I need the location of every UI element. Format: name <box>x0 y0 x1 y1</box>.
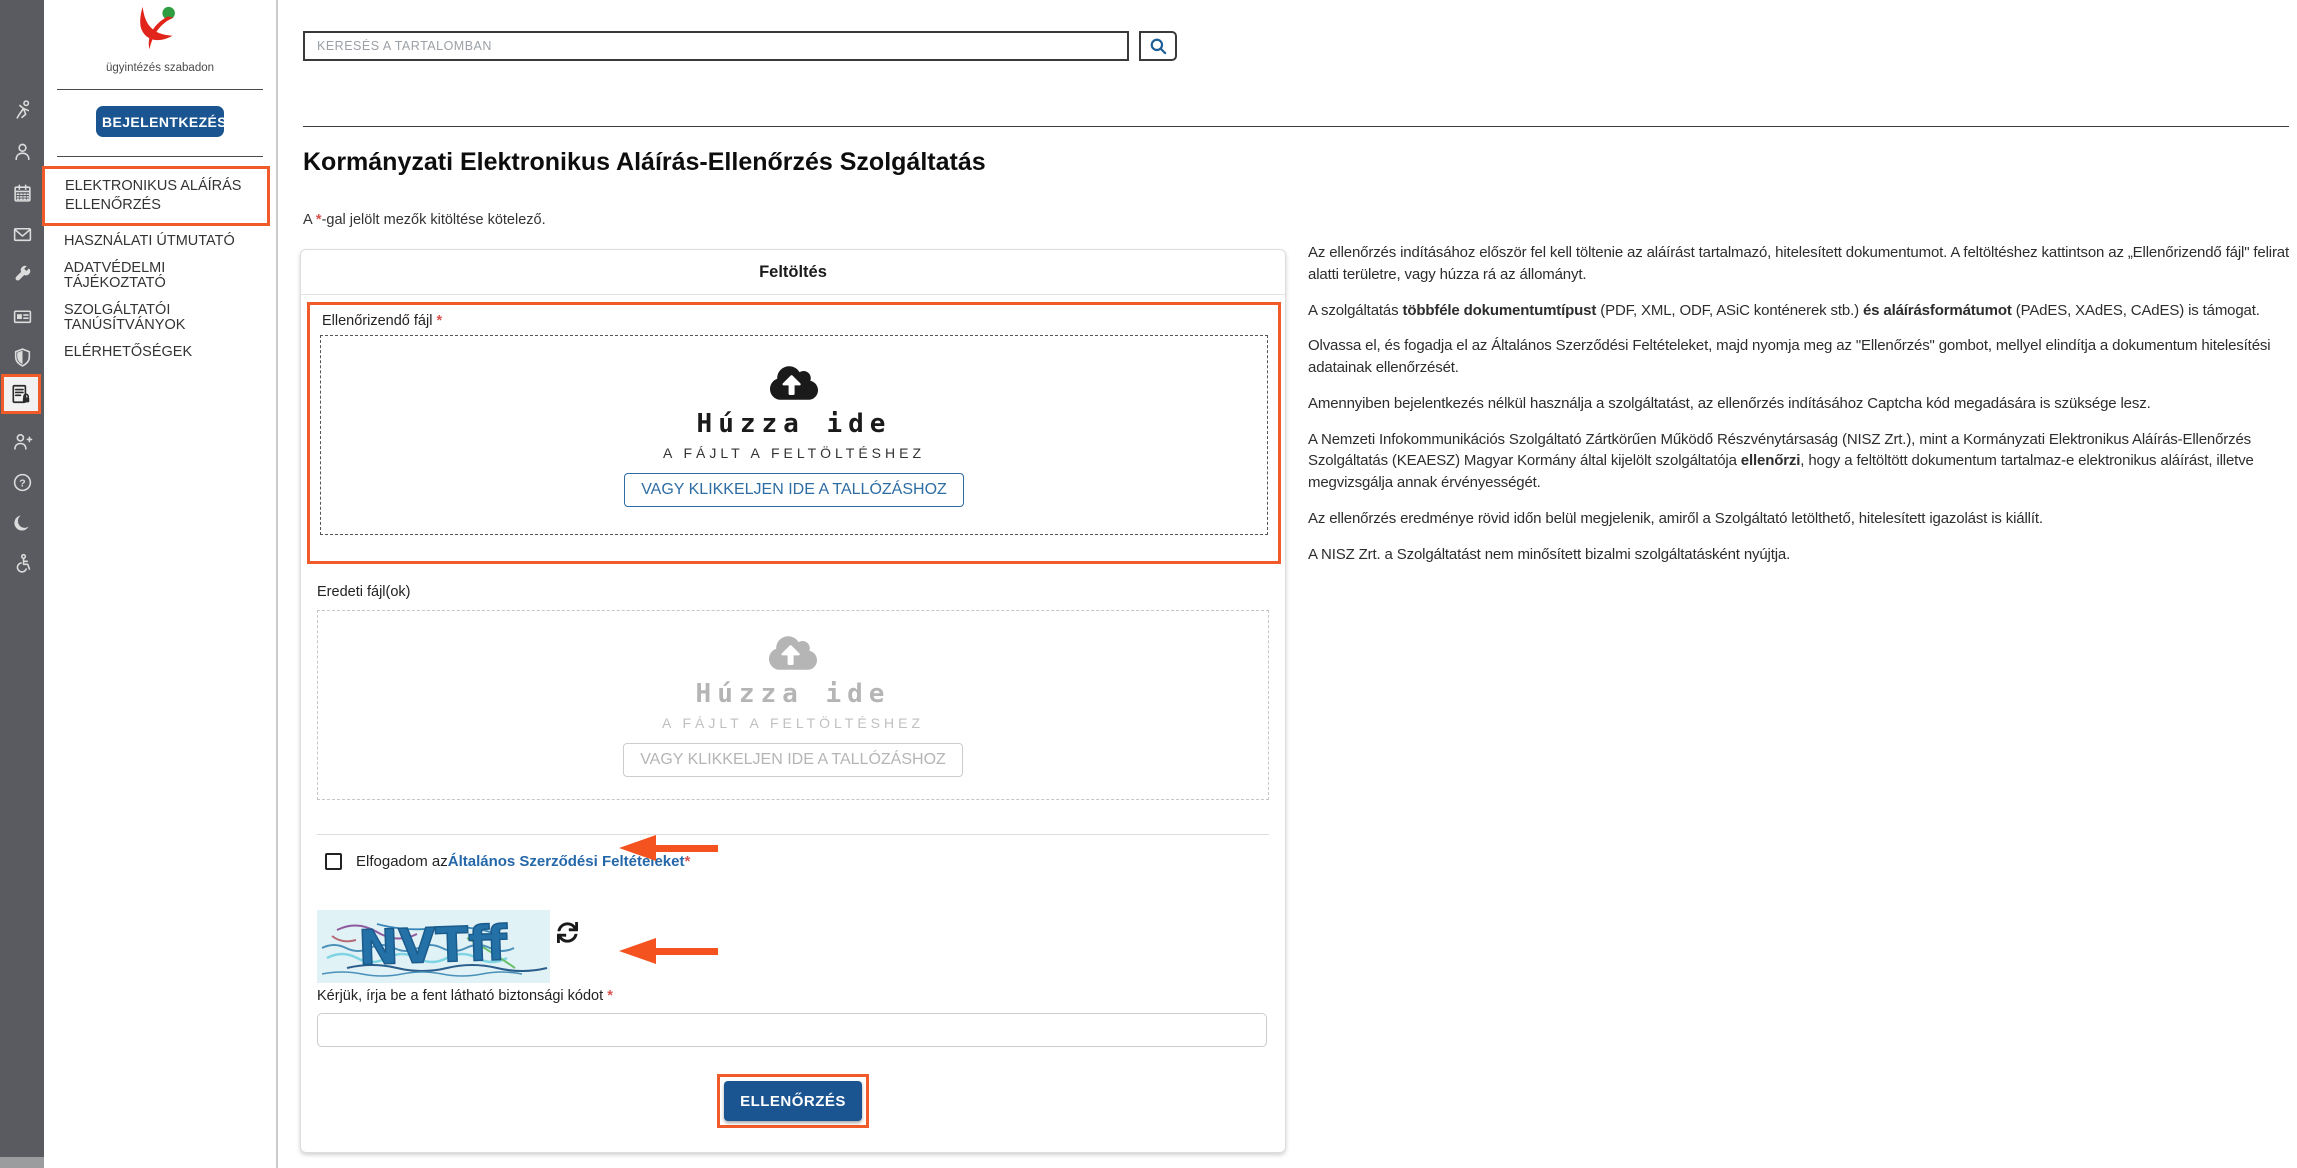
refresh-icon <box>557 922 578 943</box>
menu-item-elerhetosegek[interactable]: ELÉRHETŐSÉGEK <box>64 344 193 360</box>
cloud-upload-icon <box>769 633 817 673</box>
dropzone-title: Húzza ide <box>696 409 892 439</box>
info-paragraph: Olvassa el, és fogadja el az Általános Szerződési Feltételeket, majd nyomja meg az "Ellenőrzés" gombot, mellyel elindítja a dokumentum hitelesítési adatainak ellenőrzését. <box>1308 337 2271 376</box>
captcha-refresh-button[interactable] <box>557 922 578 943</box>
attention-arrow-terms <box>619 835 718 861</box>
sidebar-menu <box>44 166 276 366</box>
newspaper-icon[interactable] <box>0 304 44 328</box>
attention-arrow-captcha <box>619 938 718 964</box>
dropzone-title: Húzza ide <box>695 679 891 709</box>
divider <box>317 834 1269 835</box>
original-files-dropzone-disabled <box>317 610 1269 800</box>
login-button[interactable]: BEJELENTKEZÉS <box>96 106 224 137</box>
accessibility-icon[interactable] <box>0 551 44 575</box>
required-asterisk: * <box>607 988 613 1004</box>
upload-card <box>300 249 1286 1153</box>
info-paragraph: Amennyiben bejelentkezés nélkül használja a szolgáltatást, az ellenőrzés indításához Captcha kód megadására is szüksége lesz. <box>1308 394 2151 412</box>
calendar-icon[interactable] <box>0 181 44 205</box>
wrench-icon[interactable] <box>0 263 44 287</box>
dropzone-subtitle: A FÁJLT A FELTÖLTÉSHEZ <box>661 715 924 731</box>
cloud-upload-icon <box>770 363 818 403</box>
info-text <box>1308 242 2293 579</box>
divider <box>57 156 263 157</box>
search-input[interactable] <box>303 31 1129 61</box>
menu-item-szolgaltatoi-tanusitvanyok[interactable]: SZOLGÁLTATÓI TANÚSÍTVÁNYOK <box>64 302 186 333</box>
browse-button-original: VAGY KLIKKELJEN IDE A TALLÓZÁSHOZ <box>623 743 963 777</box>
original-files-label: Eredeti fájl(ok) <box>317 584 411 600</box>
info-paragraph: A szolgáltatás többféle dokumentumtípust (PDF, XML, ODF, ASiC konténerek stb.) és aláírásformátumot (PAdES, XAdES, CAdES) is támogat. <box>1308 301 2260 319</box>
page-title: Kormányzati Elektronikus Aláírás-Ellenőrzés Szolgáltatás <box>303 147 986 176</box>
highlight-box-primary-upload <box>307 302 1281 564</box>
menu-item-adatvedelmi-tajekoztato[interactable]: ADATVÉDELMI TÁJÉKOZTATÓ <box>64 260 166 291</box>
required-asterisk: * <box>315 212 322 228</box>
running-person-icon[interactable] <box>0 97 44 121</box>
menu-item-elektronikus-alairas-ellenorzes[interactable]: ELEKTRONIKUS ALÁÍRÁS ELLENŐRZÉS <box>42 166 270 226</box>
icon-sidebar <box>0 0 44 1168</box>
magyarorszag-logo <box>128 5 192 55</box>
terms-checkbox[interactable] <box>325 853 342 870</box>
required-fields-note: A *-gal jelölt mezők kitöltése kötelező. <box>303 212 546 228</box>
menu-item-hasznalati-utmutato[interactable]: HASZNÁLATI ÚTMUTATÓ <box>64 233 235 249</box>
logo-link[interactable] <box>44 5 276 74</box>
browse-button-primary[interactable]: VAGY KLIKKELJEN IDE A TALLÓZÁSHOZ <box>624 473 964 507</box>
required-asterisk: * <box>684 852 691 870</box>
search-button[interactable] <box>1139 31 1177 61</box>
info-paragraph: Az ellenőrzés indításához először fel kell töltenie az aláírást tartalmazó, hitelesített dokumentumot. A feltöltéshez kattintson az „Ellenőrizendő fájl" felirat alatti területre, vagy húzza rá az állományt. <box>1308 244 2290 283</box>
info-paragraph: A NISZ Zrt. a Szolgáltatást nem minősített bizalmi szolgáltatásként nyújtja. <box>1308 545 1791 563</box>
svg-text:?: ? <box>18 476 26 489</box>
iconbar-footer <box>0 1157 44 1168</box>
terms-label: Elfogadom az <box>356 852 448 870</box>
header-divider <box>303 126 2289 127</box>
main-content <box>278 0 2297 1168</box>
primary-upload-dropzone[interactable] <box>320 335 1268 535</box>
search-icon <box>1149 37 1168 56</box>
captcha-input-label: Kérjük, írja be a fent látható biztonsági kódot * <box>317 988 613 1004</box>
user-icon[interactable] <box>0 139 44 163</box>
card-title: Feltöltés <box>301 250 1285 295</box>
user-plus-icon[interactable] <box>0 429 44 453</box>
info-paragraph: A Nemzeti Infokommunikációs Szolgáltató Zártkörűen Működő Részvénytársaság (NISZ Zrt.), mint a Kormányzati Elektronikus Aláírás-Ellenőrzés Szolgáltatás (KEAESZ) Magyar Kormány által kijelölt szolgáltatója ellenőrzi, hogy a feltöltött dokumentum tartalmaz-e elektronikus aláírást, illetve megvizsgálja annak érvényességét. <box>1308 430 2254 491</box>
required-asterisk: * <box>436 313 443 329</box>
divider <box>57 89 263 90</box>
sidebar <box>44 0 278 1168</box>
shield-icon[interactable] <box>0 345 44 369</box>
captcha-image <box>317 910 550 983</box>
highlight-box-submit <box>717 1074 869 1128</box>
primary-upload-label: Ellenőrizendő fájl * <box>322 313 443 329</box>
terms-link[interactable]: Általános Szerződési Feltételeket <box>447 852 685 870</box>
captcha-code-text: NVTff <box>357 915 509 977</box>
captcha-input[interactable] <box>317 1013 1267 1047</box>
submit-button[interactable]: ELLENŐRZÉS <box>724 1081 862 1121</box>
moon-icon[interactable] <box>0 511 44 535</box>
logo-tagline: ügyintézés szabadon <box>105 62 215 74</box>
dropzone-subtitle: A FÁJLT A FELTÖLTÉSHEZ <box>662 445 925 461</box>
info-paragraph: Az ellenőrzés eredménye rövid időn belül megjelenik, amiről a Szolgáltató letölthető, hitelesített igazolást is kiállít. <box>1308 509 2043 527</box>
document-lock-icon[interactable] <box>1 374 41 414</box>
envelope-icon[interactable] <box>0 222 44 246</box>
help-icon[interactable] <box>0 470 44 494</box>
